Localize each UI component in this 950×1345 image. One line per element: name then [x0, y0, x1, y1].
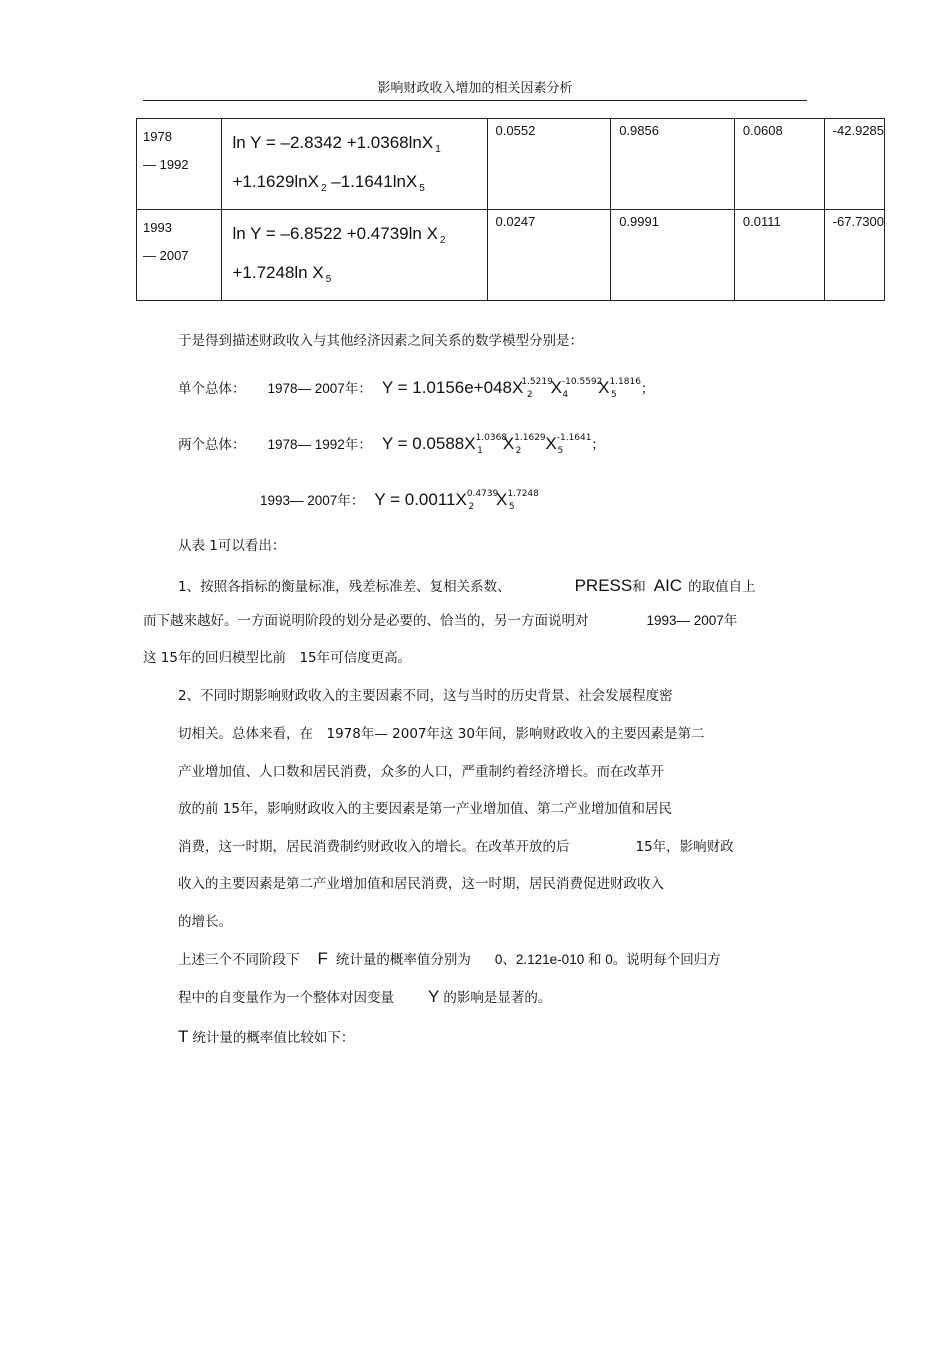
text: 0、2.121e-010 和 0。说明每个回归方 [494, 952, 721, 967]
subscript: 5 [557, 446, 564, 456]
text: AIC [653, 576, 683, 595]
paragraph-line: 放的前 15年，影响财政收入的主要因素是第一产业增加值、第二产业增加值和居民 [178, 801, 672, 817]
text: T [178, 1027, 189, 1046]
text: 和 [632, 579, 646, 595]
period-cell [137, 210, 222, 301]
separator: ； [591, 437, 605, 453]
equation-line [232, 127, 486, 166]
value-cell: -67.7300 [824, 210, 884, 301]
text: Y [428, 987, 440, 1006]
page-header: 影响财政收入增加的相关因素分析 [377, 81, 573, 96]
equation-cell [222, 210, 487, 301]
text: 程中的自变量作为一个整体对因变量 [178, 990, 394, 1006]
exponent: 1.0368 [475, 433, 508, 443]
exponent: 1.5219 [521, 377, 553, 387]
text: 的取值自上 [688, 579, 756, 595]
equation-text: –1.1641lnX [326, 172, 418, 191]
paragraph-line: 的增长。 [178, 914, 232, 930]
paragraph-line [178, 576, 756, 597]
model-period: 1978— 2007年： [267, 381, 372, 396]
subscript: 2 [320, 183, 327, 194]
model-label: 两个总体： [178, 437, 246, 453]
exponent: 1.1629 [514, 433, 546, 443]
paragraph-line: 收入的主要因素是第二产业增加值和居民消费，这一时期，居民消费促进财政收入 [178, 876, 664, 892]
value-cell: 0.0608 [734, 119, 824, 210]
subscript: 2 [526, 390, 533, 400]
equation-line [232, 218, 486, 257]
subscript: 2 [468, 502, 475, 512]
period-start: 1978 [143, 129, 172, 144]
exponent: 1.7248 [507, 489, 539, 499]
paragraph-line [178, 949, 721, 970]
value-cell: -42.9285 [824, 119, 884, 210]
paragraph-line [178, 837, 734, 857]
subscript: 2 [439, 235, 446, 246]
equation-cell [222, 119, 487, 210]
text: PRESS [574, 576, 633, 595]
equation-text: +1.1629lnX [232, 172, 319, 191]
paragraph-line: 切相关。总体来看，在 1978年— 2007年这 30年间，影响财政收入的主要因素是第二 [178, 726, 705, 742]
value-cell: 0.9991 [611, 210, 735, 301]
exponent: -10.5592 [561, 377, 603, 387]
paragraph-line: 这 15年的回归模型比前 15年可信度更高。 [143, 650, 412, 666]
variable: X [496, 490, 508, 509]
paragraph-line [143, 611, 737, 631]
text: 的影响是显著的。 [443, 990, 552, 1006]
subscript: 1 [435, 144, 441, 155]
value-cell: 0.0552 [487, 119, 611, 210]
variable: X [545, 434, 557, 453]
intro-text: 于是得到描述财政收入与其他经济因素之间关系的数学模型分别是： [178, 333, 583, 349]
period-end: — 2007 [143, 248, 189, 263]
model-two-first [178, 434, 605, 457]
model-period: 1993— 2007年： [260, 493, 365, 508]
text: F [317, 949, 328, 968]
text: 1993— 2007年 [646, 613, 738, 628]
equation-text: ln Y = –2.8342 +1.0368lnX [232, 133, 434, 152]
period-start: 1993 [143, 220, 172, 235]
subscript: 2 [515, 446, 522, 456]
text: 1、按照各指标的衡量标准，残差标准差、复相关系数、 [178, 579, 511, 595]
equation-line [232, 166, 486, 205]
model-equation: Y = 0.0011X [374, 490, 467, 509]
text: 上述三个不同阶段下 [178, 952, 300, 968]
period-cell [137, 119, 222, 210]
exponent: 1.1816 [609, 377, 641, 387]
header-rule [143, 100, 807, 101]
equation-line [232, 257, 486, 296]
text: 统计量的概率值比较如下： [192, 1030, 355, 1046]
model-label: 单个总体： [178, 381, 246, 397]
variable: X [502, 434, 515, 453]
text: 统计量的概率值分别为 [335, 952, 471, 968]
model-equation: Y = 0.0588X [381, 434, 476, 453]
variable: X [550, 378, 562, 397]
text: 而下越来越好。一方面说明阶段的划分是必要的、恰当的，另一方面说明对 [143, 613, 589, 629]
subscript: 5 [508, 502, 515, 512]
table-row [137, 210, 885, 301]
paragraph-line [178, 987, 551, 1008]
paragraph-line [178, 1027, 354, 1048]
exponent: 0.4739 [466, 489, 499, 499]
model-equation: Y = 1.0156e+048X [381, 378, 524, 397]
exponent: -1.1641 [556, 433, 592, 443]
variable: X [598, 378, 610, 397]
equation-text: +1.7248ln X [232, 263, 324, 282]
text: 15年，影响财政 [635, 839, 734, 855]
value-cell: 0.0247 [487, 210, 611, 301]
model-two-second [260, 489, 539, 513]
from-table-text: 从表 1可以看出： [178, 538, 286, 554]
value-cell: 0.9856 [611, 119, 735, 210]
subscript: 5 [419, 183, 425, 194]
subscript: 5 [325, 274, 332, 285]
equation-text: ln Y = –6.8522 +0.4739ln X [232, 224, 438, 243]
table-row [137, 119, 885, 210]
regression-table [136, 118, 885, 301]
value-cell: 0.0111 [734, 210, 824, 301]
text: 消费，这一时期，居民消费制约财政收入的增长。在改革开放的后 [178, 839, 570, 855]
paragraph-line: 2、不同时期影响财政收入的主要因素不同，这与当时的历史背景、社会发展程度密 [178, 688, 673, 704]
subscript: 5 [610, 390, 617, 400]
period-end: — 1992 [143, 157, 189, 172]
paragraph-line: 产业增加值、人口数和居民消费，众多的人口，严重制约着经济增长。而在改革开 [178, 764, 664, 780]
separator: ； [640, 381, 655, 397]
subscript: 4 [562, 390, 569, 400]
model-single [178, 378, 654, 401]
model-period: 1978— 1992年： [267, 437, 372, 452]
subscript: 1 [477, 446, 483, 456]
